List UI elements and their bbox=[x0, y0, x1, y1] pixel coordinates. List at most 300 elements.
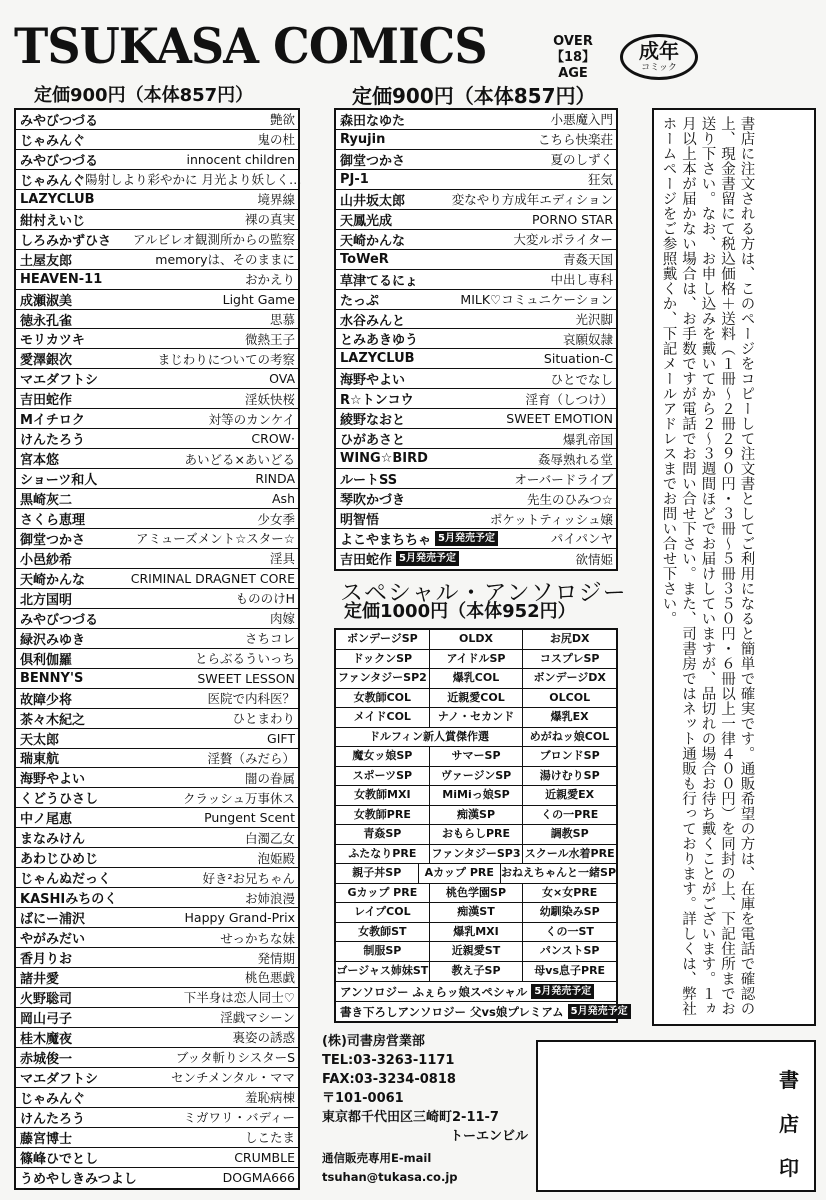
grid-row bbox=[336, 689, 616, 709]
left-price: 定価900円（本体857円） bbox=[34, 85, 254, 106]
title-row bbox=[16, 489, 298, 509]
title-row bbox=[336, 170, 616, 190]
title-row bbox=[336, 429, 616, 449]
title-row bbox=[16, 170, 302, 190]
release-tag: 5月発売予定 bbox=[568, 1004, 631, 1019]
author-name: モリカツキ bbox=[20, 333, 85, 349]
anthology-cell: ボンデージDX bbox=[533, 671, 606, 684]
title-row bbox=[16, 609, 298, 629]
book-title: OVA bbox=[269, 371, 295, 387]
book-title: ポケットティッシュ嬢 bbox=[489, 511, 613, 527]
book-title: こちら快楽荘 bbox=[537, 132, 613, 148]
anthology-cell: 女教師ST bbox=[336, 923, 430, 942]
anthology-cell: OLDX bbox=[430, 630, 524, 649]
anthology-cell: ファンタジーSP2 bbox=[336, 669, 430, 688]
book-title: もののけH bbox=[235, 591, 295, 607]
title-row bbox=[16, 509, 298, 529]
title-row bbox=[16, 210, 298, 230]
title-row bbox=[16, 1068, 298, 1088]
title-row bbox=[16, 788, 298, 808]
author-name: 水谷みんと bbox=[340, 313, 406, 329]
book-title: アルビレオ観測所からの監察 bbox=[132, 232, 295, 248]
title-row bbox=[16, 768, 298, 788]
author-name: 明智悟 bbox=[340, 513, 380, 529]
book-title: 淫戯マシーン bbox=[220, 1010, 295, 1026]
author-name: 香月りお bbox=[20, 952, 73, 968]
book-title: まじわりについての考察 bbox=[157, 351, 295, 367]
book-title: ひとでなし bbox=[550, 371, 613, 387]
book-title: 淫育（しつけ） bbox=[525, 391, 613, 407]
book-title: おかえり bbox=[244, 272, 295, 288]
book-title: SWEET LESSON bbox=[197, 670, 295, 686]
anthology-cell: ファンタジーSP3 bbox=[430, 845, 524, 864]
grid-row bbox=[336, 942, 616, 962]
book-title: 光沢脚 bbox=[575, 312, 613, 327]
title-row bbox=[16, 988, 298, 1008]
book-title: MILK♡コミュニケーション bbox=[460, 292, 613, 308]
author-name: よこやまちちゃ bbox=[340, 533, 432, 548]
author-name: やがみだい bbox=[20, 932, 86, 948]
book-title: お姉浪漫 bbox=[244, 890, 295, 906]
title-row bbox=[16, 1128, 298, 1148]
anthology-cell: 魔女ッ娘SP bbox=[336, 747, 430, 766]
title-row bbox=[16, 569, 298, 589]
anthology-cell: レイプCOL bbox=[336, 903, 430, 922]
book-title: memoryは、そのままに bbox=[155, 252, 295, 268]
publisher-tel: TEL:03-3263-1171 bbox=[322, 1053, 455, 1068]
book-title: 変なやり方成年エディション bbox=[451, 192, 613, 208]
book-title: 対等のカンケイ bbox=[208, 411, 295, 427]
anthology-cell: くの一ST bbox=[545, 924, 594, 938]
anthology-cell: 痴漢ST bbox=[430, 903, 524, 922]
title-row bbox=[16, 130, 298, 150]
book-title: PORNO STAR bbox=[531, 211, 613, 227]
book-title: ひとまわり bbox=[232, 711, 295, 727]
book-title: 泡姫殿 bbox=[257, 850, 295, 866]
title-row bbox=[16, 190, 298, 210]
book-title: 微熱王子 bbox=[244, 331, 295, 347]
author-name: 天太郎 bbox=[20, 732, 60, 748]
author-name: けんたろう bbox=[20, 433, 86, 449]
author-name: HEAVEN-11 bbox=[20, 271, 103, 287]
book-title: 裏姿の誘惑 bbox=[232, 1030, 295, 1046]
author-name: 御堂つかさ bbox=[340, 153, 406, 169]
publisher-address: 東京都千代田区三崎町2-11-7 bbox=[322, 1110, 499, 1125]
title-row bbox=[336, 110, 616, 130]
anthology-cell: 教え子SP bbox=[430, 962, 524, 982]
title-row bbox=[16, 928, 298, 948]
author-name: ひがあさと bbox=[340, 433, 406, 449]
author-name: 中ノ尾恵 bbox=[20, 812, 73, 828]
title-row bbox=[16, 1168, 298, 1188]
book-title: Happy Grand-Prix bbox=[184, 910, 295, 926]
book-title: Situation-C bbox=[543, 351, 613, 367]
anthology-cell: アイドルSP bbox=[430, 650, 524, 669]
title-row bbox=[336, 389, 616, 409]
title-row bbox=[16, 310, 298, 330]
book-title: 先生のひみつ☆ bbox=[527, 491, 613, 507]
book-title: CRUMBLE bbox=[234, 1149, 295, 1165]
title-row bbox=[336, 210, 616, 230]
over-18-badge: OVER 【18】 AGE bbox=[550, 34, 596, 81]
author-name: あわじひめじ bbox=[20, 852, 99, 868]
book-title: CRIMINAL DRAGNET CORE bbox=[130, 570, 295, 586]
title-row bbox=[16, 409, 298, 429]
book-title: オーバードライブ bbox=[514, 471, 613, 487]
title-row bbox=[336, 509, 616, 529]
grid-row bbox=[336, 708, 616, 728]
author-name: 吉田蛇作 bbox=[20, 393, 73, 409]
title-row bbox=[16, 689, 298, 709]
title-row bbox=[336, 270, 616, 290]
anthology-wide-label: 書き下ろしアンソロジー 父vs娘プレミアム bbox=[340, 1004, 564, 1019]
author-name: Mイチロク bbox=[20, 413, 85, 429]
author-name: WING☆BIRD bbox=[340, 451, 428, 467]
book-title: 艶欲 bbox=[269, 112, 295, 128]
anthology-cell: メイドCOL bbox=[336, 708, 430, 727]
author-name: 赤城俊一 bbox=[20, 1051, 73, 1067]
title-row bbox=[16, 1088, 298, 1108]
anthology-cell: おもらしPRE bbox=[430, 825, 524, 844]
anthology-cell: ボンデージSP bbox=[336, 630, 430, 649]
book-title: 狂気 bbox=[587, 172, 613, 188]
book-title: ブッタ斬りシスターS bbox=[175, 1050, 295, 1066]
anthology-cell: ブロンドSP bbox=[539, 749, 600, 762]
author-name: 紺村えいじ bbox=[20, 213, 86, 229]
special-anthology-title: スペシャル・アンソロジー bbox=[340, 580, 627, 606]
book-title: 小悪魔入門 bbox=[550, 112, 613, 128]
title-row bbox=[336, 130, 616, 150]
anthology-cell: 近親愛COL bbox=[430, 689, 524, 708]
grid-row bbox=[336, 903, 616, 923]
grid-row bbox=[336, 728, 616, 748]
book-title: クラッシュ万事休ス bbox=[182, 790, 295, 806]
book-title: しこたま bbox=[244, 1130, 295, 1146]
book-title: SWEET EMOTION bbox=[506, 411, 613, 427]
author-name: 琴吹かづき bbox=[340, 493, 406, 509]
book-title: CROW· bbox=[251, 431, 295, 447]
publisher-building: トーエンビル bbox=[450, 1129, 529, 1144]
email-address[interactable]: tsuhan@tukasa.co.jp bbox=[322, 1170, 458, 1184]
author-name: マエダフトシ bbox=[20, 1071, 99, 1087]
book-title: 桃色悪戯 bbox=[244, 970, 295, 986]
title-row bbox=[336, 150, 616, 170]
title-row bbox=[16, 848, 298, 868]
author-name: 吉田蛇作 bbox=[340, 553, 393, 569]
author-name: ショーツ和人 bbox=[20, 473, 98, 489]
title-row bbox=[16, 549, 298, 569]
book-title: 大変ルポライター bbox=[513, 232, 613, 248]
author-name: 徳永孔雀 bbox=[20, 313, 73, 329]
release-tag: 5月発売予定 bbox=[531, 984, 594, 999]
title-row bbox=[16, 150, 298, 170]
grid-row bbox=[336, 630, 616, 650]
mid-title-list bbox=[334, 108, 618, 571]
book-title: 姦辱熟れる堂 bbox=[537, 451, 613, 467]
title-row bbox=[16, 868, 298, 888]
anthology-cell: 女教師MXI bbox=[336, 786, 430, 805]
anthology-cell: めがねッ娘COL bbox=[529, 729, 610, 743]
title-row bbox=[16, 270, 298, 290]
title-row bbox=[16, 349, 298, 369]
book-title: ミガワリ・バディー bbox=[183, 1110, 295, 1126]
anthology-cell: 爆乳COL bbox=[430, 669, 524, 688]
anthology-cell: パンストSP bbox=[539, 944, 600, 957]
anthology-cell: 母vs息子PRE bbox=[534, 963, 606, 977]
title-row bbox=[16, 1148, 298, 1168]
book-title: GIFT bbox=[267, 730, 295, 746]
author-name: 小邑紗希 bbox=[20, 552, 73, 568]
title-row bbox=[16, 828, 298, 848]
author-name: 倶利伽羅 bbox=[20, 652, 73, 668]
title-row bbox=[16, 429, 298, 449]
author-name: じゃんぬだっく bbox=[20, 872, 112, 888]
anthology-cell: ドルフィン新人賞傑作選 bbox=[336, 728, 523, 747]
author-name: 御堂つかさ bbox=[20, 533, 86, 548]
release-tag: 5月発売予定 bbox=[396, 551, 459, 566]
anthology-cell: スクール水着PRE bbox=[524, 846, 615, 860]
title-row bbox=[16, 1048, 298, 1068]
author-name: じゃみんぐ bbox=[20, 1091, 86, 1107]
stamp-char: 書 bbox=[779, 1068, 799, 1092]
author-name: Ryujin bbox=[340, 131, 386, 147]
book-title: 医院で内科医？ bbox=[207, 691, 295, 707]
book-title: 中出し専科 bbox=[550, 272, 613, 288]
author-name: 岡山弓子 bbox=[20, 1011, 73, 1027]
title-row bbox=[336, 349, 616, 369]
author-name: 土屋友郎 bbox=[20, 253, 73, 269]
title-row bbox=[16, 649, 298, 669]
title-row bbox=[16, 948, 298, 968]
anthology-cell: スポーツSP bbox=[336, 767, 430, 786]
author-name: けんたろう bbox=[20, 1111, 86, 1127]
anthology-wide-row bbox=[336, 981, 616, 1001]
grid-row bbox=[336, 825, 616, 845]
stamp-char: 店 bbox=[779, 1112, 799, 1136]
seinen-comic-badge: 成年 コミック bbox=[620, 34, 698, 80]
book-title: RINDA bbox=[255, 471, 295, 487]
author-name: 綾野なおと bbox=[340, 413, 406, 429]
anthology-cell: サマーSP bbox=[430, 747, 524, 766]
anthology-cell: ヴァージンSP bbox=[430, 767, 524, 786]
book-title: innocent children bbox=[186, 151, 295, 167]
publisher-fax: FAX:03-3234-0818 bbox=[322, 1072, 456, 1087]
book-title: 鬼の杜 bbox=[257, 132, 295, 148]
book-title: 淫贅（みだら） bbox=[207, 750, 295, 766]
book-title: せっかちな妹 bbox=[220, 930, 295, 946]
book-title: 白濁乙女 bbox=[244, 830, 295, 846]
title-row bbox=[16, 389, 298, 409]
book-title: とらぶるういっち bbox=[194, 651, 295, 667]
author-name: 北方国明 bbox=[20, 592, 73, 608]
title-row bbox=[336, 489, 616, 509]
author-name: さくら恵理 bbox=[20, 513, 86, 529]
mid-price: 定価900円（本体857円） bbox=[352, 84, 596, 108]
title-row bbox=[16, 968, 298, 988]
author-name: ToWeR bbox=[340, 251, 389, 267]
anthology-cell: くの一PRE bbox=[541, 807, 599, 821]
book-title: 陽射しより彩やかに 月光より妖しく… bbox=[85, 172, 302, 188]
author-name: 海野やよい bbox=[340, 373, 406, 389]
grid-row bbox=[336, 923, 616, 943]
author-name: 天崎かんな bbox=[20, 572, 86, 588]
anthology-cell: Aカップ PRE bbox=[419, 864, 502, 883]
title-row bbox=[336, 290, 616, 310]
book-title: Ash bbox=[272, 491, 295, 507]
author-name: 山井坂太郎 bbox=[340, 193, 406, 209]
title-row bbox=[16, 1008, 298, 1028]
author-name: LAZYCLUB bbox=[340, 351, 415, 367]
author-name: 故障少将 bbox=[20, 692, 73, 708]
author-name: 茶々木紀之 bbox=[20, 712, 86, 728]
anthology-cell: MiMiっ娘SP bbox=[430, 786, 524, 805]
release-tag: 5月発売予定 bbox=[435, 531, 498, 546]
anthology-wide-label: アンソロジー ふぇらッ娘スペシャル bbox=[340, 984, 528, 999]
book-title: Pungent Scent bbox=[204, 810, 295, 826]
anthology-cell: 近親愛EX bbox=[545, 788, 595, 801]
title-row bbox=[336, 190, 616, 210]
title-row bbox=[16, 629, 298, 649]
book-title: 闇の眷属 bbox=[244, 770, 295, 786]
grid-row bbox=[336, 767, 616, 787]
author-name: 愛澤銀次 bbox=[20, 353, 73, 369]
book-title: 裸の真実 bbox=[244, 212, 295, 228]
author-name: しろみかずひさ bbox=[20, 233, 112, 249]
author-name: 天鳳光成 bbox=[340, 213, 393, 229]
grid-row bbox=[336, 786, 616, 806]
book-title: パイパンヤ bbox=[550, 531, 613, 547]
book-title: 爆乳帝国 bbox=[562, 431, 613, 447]
special-price: 定価1000円（本体952円） bbox=[344, 601, 576, 622]
title-row bbox=[336, 449, 616, 469]
title-row bbox=[336, 549, 616, 569]
book-title: 好き²お兄ちゃん bbox=[202, 870, 295, 886]
author-name: 黒崎灰二 bbox=[20, 493, 73, 509]
publisher-info bbox=[322, 1032, 528, 1187]
author-name: とみあきゆう bbox=[340, 333, 419, 349]
anthology-cell: 爆乳EX bbox=[550, 710, 589, 723]
grid-row bbox=[336, 864, 616, 884]
title-row bbox=[336, 250, 616, 270]
anthology-cell: 桃色学園SP bbox=[430, 884, 524, 903]
title-row bbox=[16, 529, 298, 549]
anthology-cell: 湯けむりSP bbox=[539, 768, 600, 782]
author-name: みやびつづる bbox=[20, 612, 99, 628]
anthology-cell: 調教SP bbox=[550, 827, 589, 840]
anthology-cell: 痴漢SP bbox=[430, 806, 524, 825]
title-row bbox=[16, 808, 298, 828]
anthology-cell: ふたなりPRE bbox=[336, 845, 430, 864]
book-title: アミューズメント☆スター☆ bbox=[135, 531, 295, 547]
author-name: 藤宮博士 bbox=[20, 1131, 73, 1147]
anthology-cell: ナノ・セカンド bbox=[430, 708, 524, 727]
title-row bbox=[16, 669, 298, 689]
author-name: みやびつづる bbox=[20, 153, 99, 169]
title-row bbox=[16, 329, 298, 349]
author-name: マエダフトシ bbox=[20, 373, 99, 389]
title-row bbox=[16, 709, 298, 729]
author-name: くどうひさし bbox=[20, 792, 99, 808]
book-title: 夏のしずく bbox=[550, 152, 613, 168]
author-name: みやびつづる bbox=[20, 113, 99, 129]
anthology-cell: コスプレSP bbox=[539, 651, 600, 665]
title-row bbox=[16, 888, 298, 908]
title-row bbox=[16, 1028, 298, 1048]
author-name: 瑞東航 bbox=[20, 752, 60, 768]
grid-row bbox=[336, 962, 616, 982]
title-row bbox=[16, 469, 298, 489]
book-title: さちコレ bbox=[244, 631, 295, 647]
left-title-list bbox=[14, 108, 300, 1190]
anthology-cell: ドックンSP bbox=[336, 650, 430, 669]
author-name: 海野やよい bbox=[20, 772, 86, 788]
author-name: ルートSS bbox=[340, 473, 398, 489]
book-title: 淫具 bbox=[269, 551, 295, 567]
author-name: うめやしきみつよし bbox=[20, 1171, 137, 1187]
anthology-cell: Gカップ PRE bbox=[336, 884, 430, 903]
book-title: 欲情姫 bbox=[575, 551, 613, 567]
title-row bbox=[16, 290, 298, 310]
anthology-cell: ゴージャス姉妹ST bbox=[336, 962, 430, 982]
title-row bbox=[336, 310, 616, 330]
book-title: 哀願奴隷 bbox=[562, 331, 613, 347]
anthology-cell: 青姦SP bbox=[336, 825, 430, 844]
book-title: 青姦天国 bbox=[562, 252, 613, 268]
book-title: あいどる×あいどる bbox=[184, 451, 295, 467]
title-row bbox=[336, 529, 616, 549]
author-name: LAZYCLUB bbox=[20, 191, 95, 207]
publisher-name: (株)司書房営業部 bbox=[322, 1034, 425, 1049]
anthology-wide-row bbox=[336, 1001, 628, 1021]
book-title: 羞恥病棟 bbox=[244, 1090, 295, 1106]
order-notice-text: 書店に注文される方は、このページをコピーして注文書としてご利用になると簡単で確実です。通販希望の方は、在庫を電話で確認の上、現金書留にて税込価格＋送料（１冊〜２冊２９０円・３冊〜５冊３５０円・６冊以上一律４００円）を同封の上、下記住所までお送り下さい。なお、お申し込みを戴いてから２〜３週間ほどでお届けしていますが、品切れの場合お待ち戴くことがございます。１ヵ月以上本が届かない場合は、お手数ですが電話でお問い合せ下さい。また、司書房ではネット通販も行っております。詳しくは、弊社ホームページをご参照戴くか、下記メールアドレスまでお問い合せ下さい。 bbox=[660, 116, 755, 1016]
title-row bbox=[16, 449, 298, 469]
book-title: 思慕 bbox=[269, 312, 295, 327]
anthology-cell: おねえちゃんと一緒SP bbox=[501, 866, 617, 879]
title-row bbox=[16, 250, 298, 270]
title-row bbox=[16, 230, 298, 250]
title-row bbox=[336, 329, 616, 349]
order-notice-box bbox=[652, 108, 816, 1026]
author-name: 天崎かんな bbox=[340, 233, 406, 249]
book-title: センチメンタル・ママ bbox=[170, 1070, 295, 1086]
special-anthology-grid bbox=[334, 628, 628, 1023]
author-name: 桂木魔夜 bbox=[20, 1031, 73, 1047]
anthology-cell: お尻DX bbox=[549, 632, 590, 645]
publisher-zip: 〒101-0061 bbox=[322, 1091, 404, 1106]
author-name: 森田なゆた bbox=[340, 113, 406, 129]
title-row bbox=[16, 369, 298, 389]
book-title: 境界線 bbox=[257, 192, 295, 208]
title-row bbox=[16, 749, 298, 769]
book-title: Light Game bbox=[222, 291, 295, 307]
title-row bbox=[336, 409, 616, 429]
book-title: 発情期 bbox=[257, 950, 295, 966]
author-name: ばにー浦沢 bbox=[20, 912, 86, 928]
anthology-cell: 幼馴染みSP bbox=[539, 905, 600, 918]
author-name: 宮本悠 bbox=[20, 453, 60, 469]
grid-row bbox=[336, 747, 616, 767]
brand-title: TSUKASA COMICS bbox=[14, 17, 487, 75]
anthology-cell: 女教師COL bbox=[336, 689, 430, 708]
title-row bbox=[16, 729, 298, 749]
anthology-cell: 親子丼SP bbox=[336, 864, 419, 883]
title-row bbox=[336, 369, 616, 389]
grid-row bbox=[336, 884, 616, 904]
title-row bbox=[16, 1108, 298, 1128]
book-title: 淫妖快桜 bbox=[244, 391, 295, 407]
title-row bbox=[16, 908, 298, 928]
